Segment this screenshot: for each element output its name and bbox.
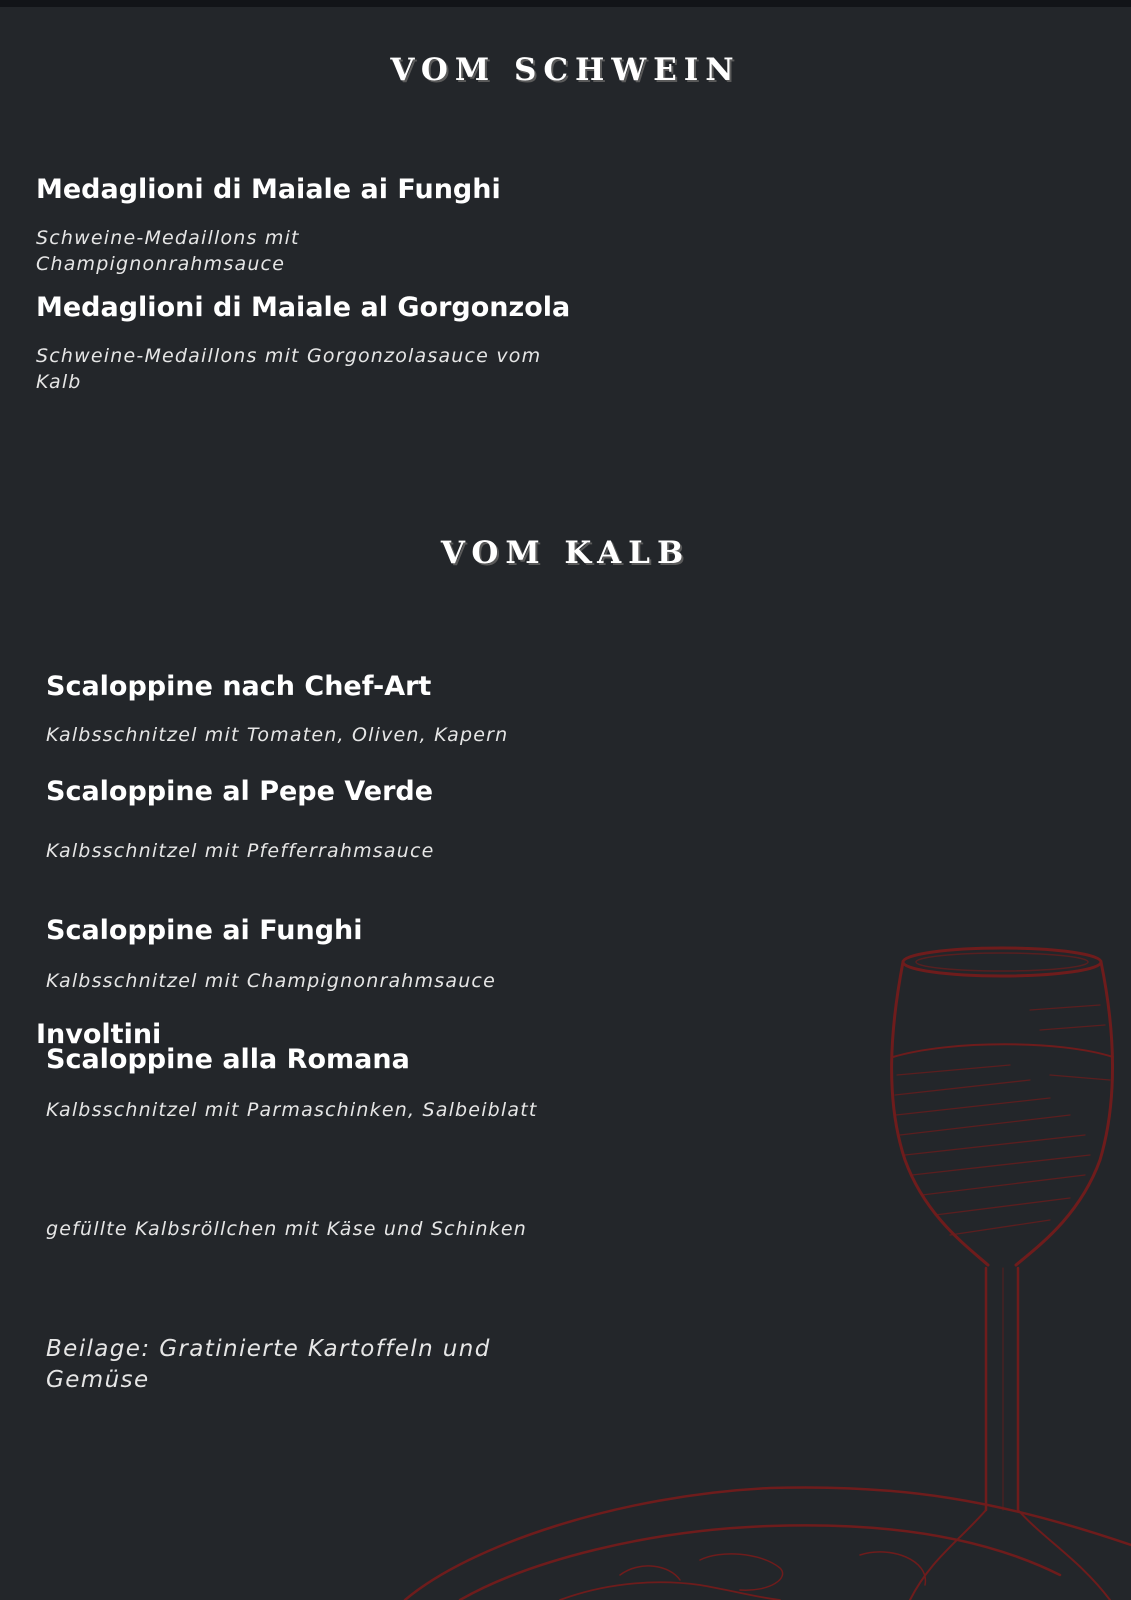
dish-description: Kalbsschnitzel mit Pfefferrahmsauce xyxy=(46,840,435,862)
dish-description: Kalbsschnitzel mit Champignonrahmsauce xyxy=(46,970,496,992)
dish-name: Scaloppine alla Romana xyxy=(46,1044,410,1075)
dish-description: Schweine-Medaillons mit Champignonrahmsauce xyxy=(36,227,300,275)
section-title-schwein: VOM SCHWEIN xyxy=(390,52,741,88)
side-dish-note: Beilage: Gratinierte Kartoffeln und Gemüse xyxy=(46,1336,491,1393)
dish-description: Kalbsschnitzel mit Tomaten, Oliven, Kapern xyxy=(46,724,509,746)
dish-name: Scaloppine al Pepe Verde xyxy=(46,776,434,807)
wine-glass-icon xyxy=(892,948,1113,1600)
dish-description: Kalbsschnitzel mit Parmaschinken, Salbeiblatt xyxy=(46,1099,538,1121)
dish-name: Involtini xyxy=(36,1019,162,1050)
dish-name: Medaglioni di Maiale ai Funghi xyxy=(36,174,501,205)
dish-name: Medaglioni di Maiale al Gorgonzola xyxy=(36,292,571,323)
section-title-kalb: VOM KALB xyxy=(440,535,691,571)
dish-name: Scaloppine ai Funghi xyxy=(46,915,363,946)
dish-name: Scaloppine nach Chef-Art xyxy=(46,671,432,702)
dish-description: Schweine-Medaillons mit Gorgonzolasauce vom Kalb xyxy=(36,345,542,393)
plate-sketch-icon xyxy=(405,1487,1131,1600)
dish-description: gefüllte Kalbsröllchen mit Käse und Schinken xyxy=(46,1218,528,1240)
top-edge-bar xyxy=(0,0,1131,7)
